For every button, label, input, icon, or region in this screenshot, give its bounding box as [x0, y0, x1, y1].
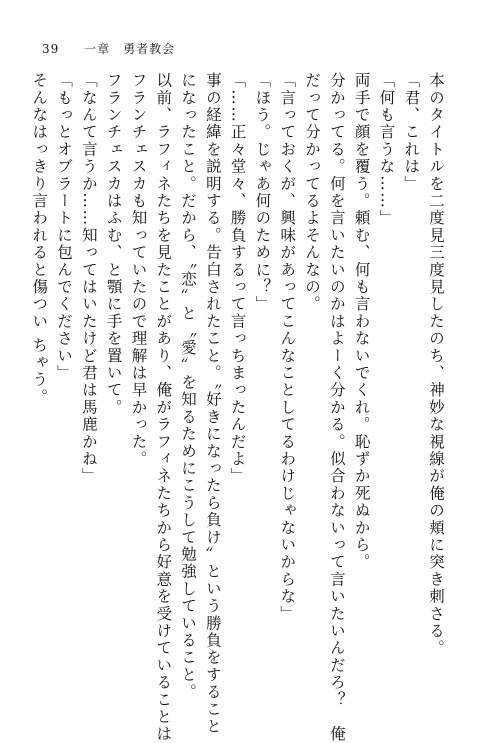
- page-header: [42, 40, 175, 57]
- text-line: そんなはっきり言われると傷つい ちゃう。: [30, 72, 49, 406]
- text-line: になったこと。だから、〝恋〟と〝愛〟を知るためにこうして勉強していること。: [179, 72, 198, 701]
- text-line: 本のタイトルを二度見三度見したのち、神妙な視線が俺の頬に突き刺さる。: [427, 72, 445, 657]
- text-line: 以前、ラフィネたちを見たことがあり、俺がラフィネたちから好意を受けていることは: [154, 72, 173, 743]
- page-number: 39: [42, 42, 60, 56]
- text-line: フランチェスカはふむ、と顎に手を置いて。: [104, 72, 123, 416]
- text-line: 事の経緯を説明する。告白されたこと。〝好きになったら負け〟という勝負をすること: [203, 72, 222, 736]
- text-line: だって分かってるよそんなの。: [303, 72, 322, 313]
- text-line: 「もっとオブラートに包んでください」: [55, 72, 74, 382]
- chapter-title: 一章 勇者教会: [84, 42, 176, 56]
- text-line: 「言っておくが、興味があってこんなことしてるわけじゃないからな」: [278, 72, 297, 623]
- text-line: 分かってる。何を言いたいのかはよーく分かる。似合わないって言いたいんだろ？ 俺: [327, 72, 346, 743]
- vertical-text-body: [30, 72, 448, 743]
- text-line: 「……正々堂々、勝負するって言っちまったんだよ」: [228, 72, 247, 485]
- text-line: 両手で顔を覆う。頼む、何も言わないでくれ。恥ずか死ぬから。: [352, 72, 371, 571]
- text-line: フランチェスカも知っていたので理解は早かった。: [129, 72, 148, 468]
- text-line: 「なんて言うか……知ってはいたけど君は馬鹿かね」: [79, 72, 98, 485]
- text-line: 「ほう。じゃあ何のために？」: [253, 72, 272, 313]
- text-line: 「何も言うな……」: [377, 72, 396, 227]
- text-line: 「君、これは」: [402, 72, 421, 193]
